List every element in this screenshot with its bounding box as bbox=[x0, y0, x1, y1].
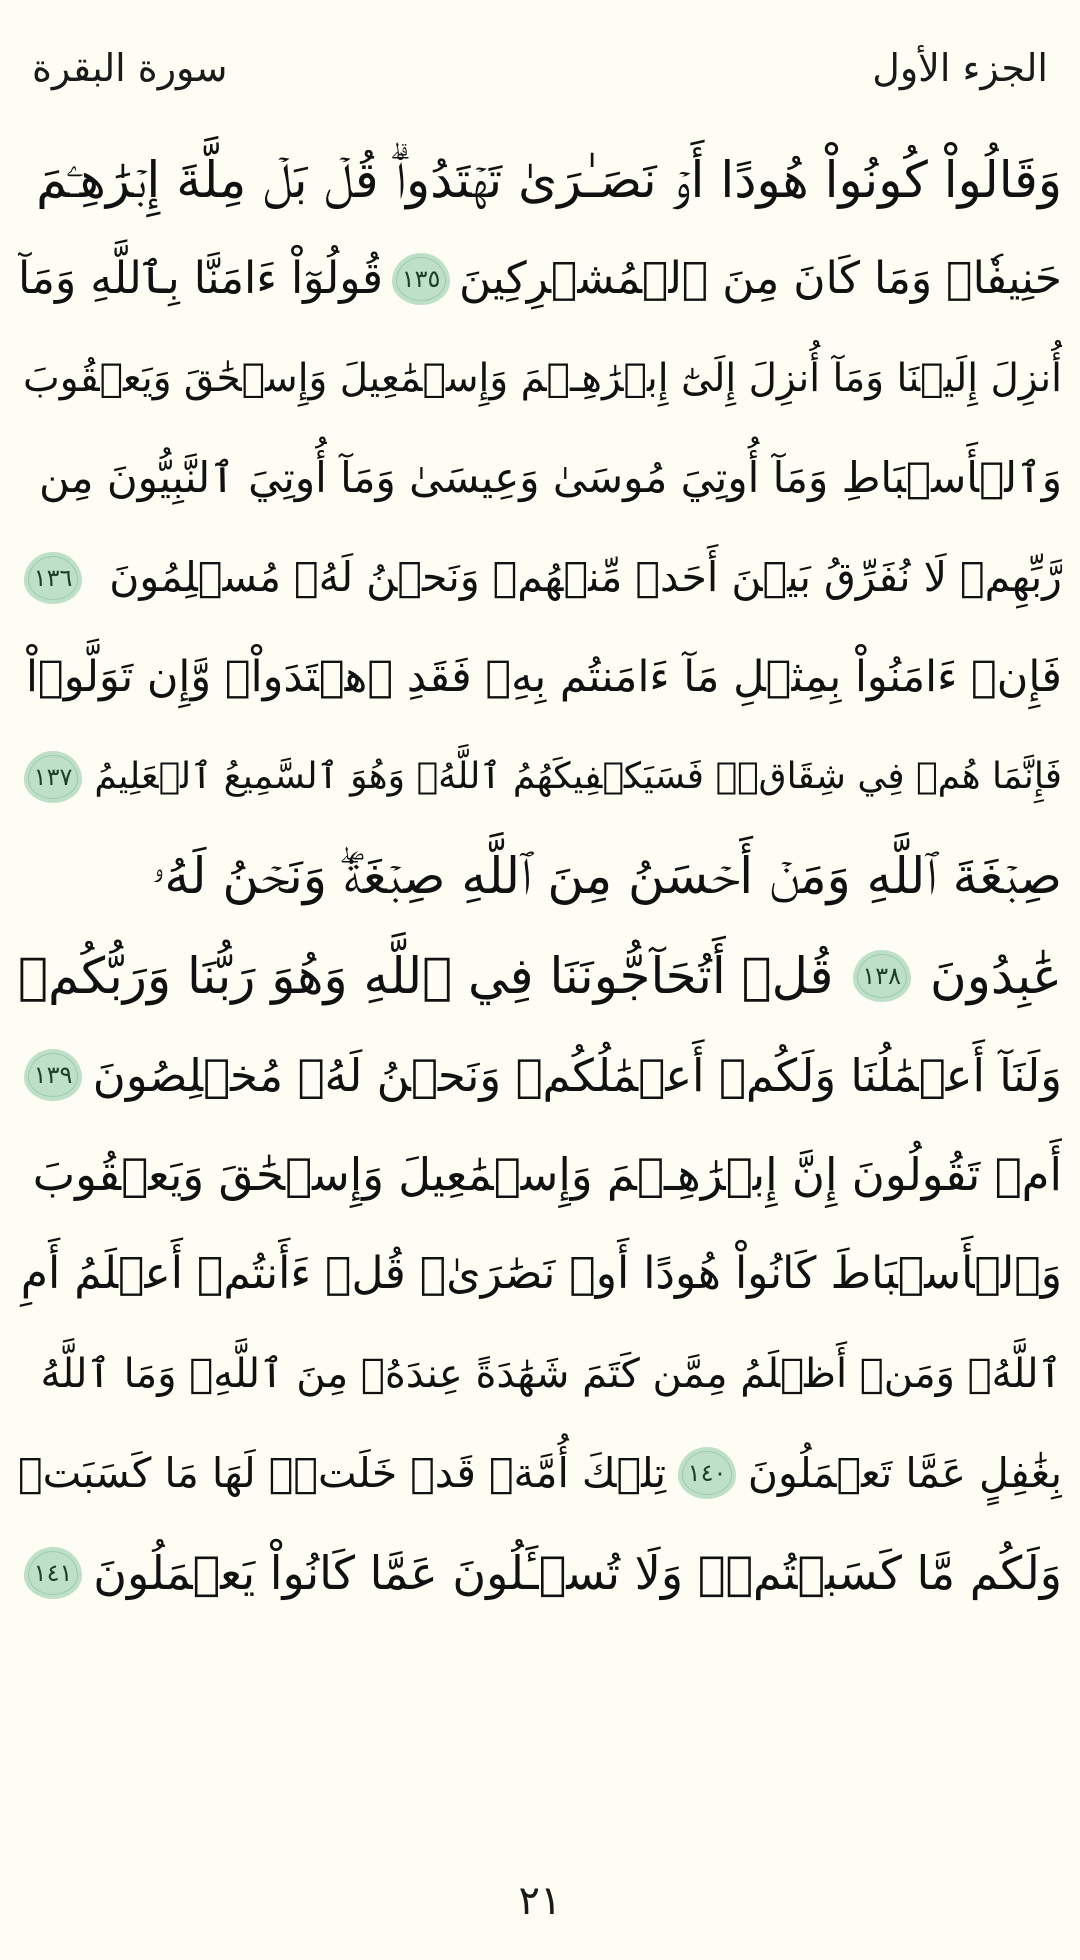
text-line bbox=[18, 827, 1062, 927]
text-line bbox=[18, 528, 1062, 628]
text-line bbox=[18, 727, 1062, 827]
ayah-number-marker: ١٣٥ bbox=[392, 253, 450, 305]
verse-text: عَٰبِدُونَ bbox=[929, 946, 1062, 1005]
ayah-number-marker: ١٣٨ bbox=[853, 950, 911, 1002]
page-header bbox=[32, 38, 1048, 98]
verse-text: وَقَالُواْ كُونُواْ هُودًا أَوۡ نَصَـٰرَىٰ تَهۡتَدُواْۗ قُلۡ بَلۡ مِلَّةَ إِبۡرَٰهِـۧمَ bbox=[36, 150, 1062, 209]
text-line bbox=[18, 1125, 1062, 1225]
verse-text: صِبۡغَةَ ٱللَّهِ وَمَنۡ أَحۡسَنُ مِنَ ٱللَّهِ صِبۡغَةٗۖ وَنَحۡنُ لَهُۥ bbox=[151, 847, 1062, 906]
verse-text: وَلَنَآ أَعۡمَٰلُنَا وَلَكُمۡ أَعۡمَٰلُكُمۡ وَنَحۡنُ لَهُۥ مُخۡلِصُونَ bbox=[92, 1048, 1062, 1102]
ayah-number-marker: ١٤٠ bbox=[678, 1447, 736, 1499]
verse-text: قُولُوٓاْ ءَامَنَّا بِٱللَّهِ وَمَآ bbox=[18, 253, 384, 305]
verse-text: فَإِنۡ ءَامَنُواْ بِمِثۡلِ مَآ ءَامَنتُم بِهِۦ فَقَدِ ٱهۡتَدَواْۖ وَّإِن تَوَلَّوۡاْ bbox=[25, 651, 1062, 702]
ayah-number-marker: ١٤١ bbox=[24, 1547, 82, 1599]
page-number: ٢١ bbox=[518, 1878, 562, 1924]
text-line bbox=[18, 1324, 1062, 1424]
surah-name: سورة البقرة bbox=[32, 46, 228, 90]
verse-text: فَإِنَّمَا هُمۡ فِي شِقَاقٖۖ فَسَيَكۡفِيكَهُمُ ٱللَّهُۚ وَهُوَ ٱلسَّمِيعُ ٱلۡعَلِيمُ bbox=[94, 755, 1062, 797]
verse-text: أُنزِلَ إِلَيۡنَا وَمَآ أُنزِلَ إِلَىٰٓ إِبۡرَٰهِـۧمَ وَإِسۡمَٰعِيلَ وَإِسۡحَٰقَ وَيَعۡقُوبَ bbox=[23, 356, 1062, 402]
text-line bbox=[18, 1026, 1062, 1126]
text-line bbox=[18, 1225, 1062, 1325]
juz-name: الجزء الأول bbox=[872, 46, 1048, 90]
text-line bbox=[18, 130, 1062, 230]
text-line bbox=[18, 628, 1062, 728]
verse-text: حَنِيفٗاۖ وَمَا كَانَ مِنَ ٱلۡمُشۡرِكِينَ bbox=[458, 253, 1062, 305]
text-line bbox=[18, 329, 1062, 429]
ayah-number-marker: ١٣٧ bbox=[24, 751, 82, 803]
verse-text: تِلۡكَ أُمَّةٞ قَدۡ خَلَتۡۖ لَهَا مَا كَسَبَتۡ bbox=[18, 1448, 667, 1497]
ayah-number-marker: ١٣٦ bbox=[24, 552, 82, 604]
verse-text: قُلۡ أَتُحَآجُّونَنَا فِي ٱللَّهِ وَهُوَ رَبُّنَا وَرَبُّكُمۡ bbox=[18, 946, 834, 1005]
ayah-number-marker: ١٣٩ bbox=[24, 1049, 82, 1101]
text-line bbox=[18, 926, 1062, 1026]
text-line bbox=[18, 230, 1062, 330]
verse-text: وَٱلۡأَسۡبَاطَ كَانُواْ هُودًا أَوۡ نَصَٰرَىٰۗ قُلۡ ءَأَنتُمۡ أَعۡلَمُ أَمِ bbox=[20, 1248, 1062, 1300]
quran-page-text bbox=[18, 130, 1062, 1623]
verse-text: وَلَكُم مَّا كَسَبۡتُمۡۖ وَلَا تُسۡـَٔلُونَ عَمَّا كَانُواْ يَعۡمَلُونَ bbox=[93, 1545, 1062, 1600]
verse-text: بِغَٰفِلٍ عَمَّا تَعۡمَلُونَ bbox=[747, 1448, 1062, 1497]
text-line bbox=[18, 1523, 1062, 1623]
text-line bbox=[18, 429, 1062, 529]
verse-text: أَمۡ تَقُولُونَ إِنَّ إِبۡرَٰهِـۧمَ وَإِسۡمَٰعِيلَ وَإِسۡحَٰقَ وَيَعۡقُوبَ bbox=[32, 1148, 1062, 1202]
verse-text: رَّبِّهِمۡ لَا نُفَرِّقُ بَيۡنَ أَحَدٖ مِّنۡهُمۡ وَنَحۡنُ لَهُۥ مُسۡلِمُونَ bbox=[109, 553, 1062, 602]
verse-text: وَٱلۡأَسۡبَاطِ وَمَآ أُوتِيَ مُوسَىٰ وَعِيسَىٰ وَمَآ أُوتِيَ ٱلنَّبِيُّونَ مِن bbox=[39, 453, 1062, 503]
text-line bbox=[18, 1424, 1062, 1524]
verse-text: ٱللَّهُۗ وَمَنۡ أَظۡلَمُ مِمَّن كَتَمَ شَهَٰدَةً عِندَهُۥ مِنَ ٱللَّهِۗ وَمَا ٱللَّهُ bbox=[40, 1350, 1062, 1397]
